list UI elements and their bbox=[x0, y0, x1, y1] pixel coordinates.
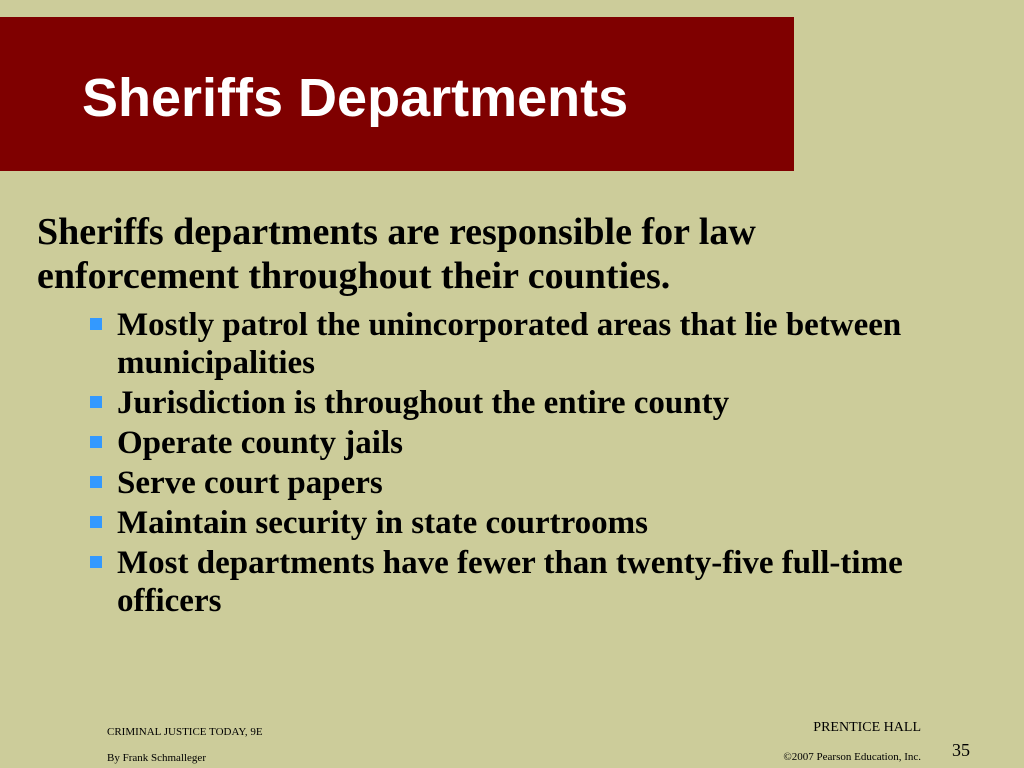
footer-left bbox=[107, 725, 263, 765]
bullet-text: Serve court papers bbox=[117, 465, 383, 501]
bullet-list bbox=[90, 306, 950, 622]
slide-title: Sheriffs Departments bbox=[82, 68, 629, 128]
author-credit: By Frank Schmalleger bbox=[107, 752, 206, 764]
bullet-text: Mostly patrol the unincorporated areas that lie between municipalities bbox=[117, 307, 902, 381]
bullet-item bbox=[90, 544, 950, 620]
square-bullet-icon bbox=[90, 556, 102, 568]
bullet-text: Most departments have fewer than twenty-five full-time officers bbox=[117, 545, 903, 619]
square-bullet-icon bbox=[90, 476, 102, 488]
square-bullet-icon bbox=[90, 516, 102, 528]
bullet-item bbox=[90, 384, 950, 422]
square-bullet-icon bbox=[90, 436, 102, 448]
lead-paragraph: Sheriffs departments are responsible for law enforcement throughout their counties. bbox=[37, 211, 756, 297]
bullet-item bbox=[90, 424, 950, 462]
square-bullet-icon bbox=[90, 396, 102, 408]
page-number: 35 bbox=[952, 740, 970, 760]
bullet-item bbox=[90, 464, 950, 502]
bullet-text: Operate county jails bbox=[117, 425, 403, 461]
bullet-item bbox=[90, 504, 950, 542]
footer-right bbox=[783, 720, 921, 764]
book-title: CRIMINAL JUSTICE TODAY, 9E bbox=[107, 726, 263, 738]
copyright-notice: ©2007 Pearson Education, Inc. bbox=[783, 751, 921, 763]
bullet-text: Maintain security in state courtrooms bbox=[117, 505, 648, 541]
bullet-text: Jurisdiction is throughout the entire county bbox=[117, 385, 730, 421]
square-bullet-icon bbox=[90, 318, 102, 330]
bullet-item bbox=[90, 306, 950, 382]
publisher-name: PRENTICE HALL bbox=[813, 720, 921, 735]
